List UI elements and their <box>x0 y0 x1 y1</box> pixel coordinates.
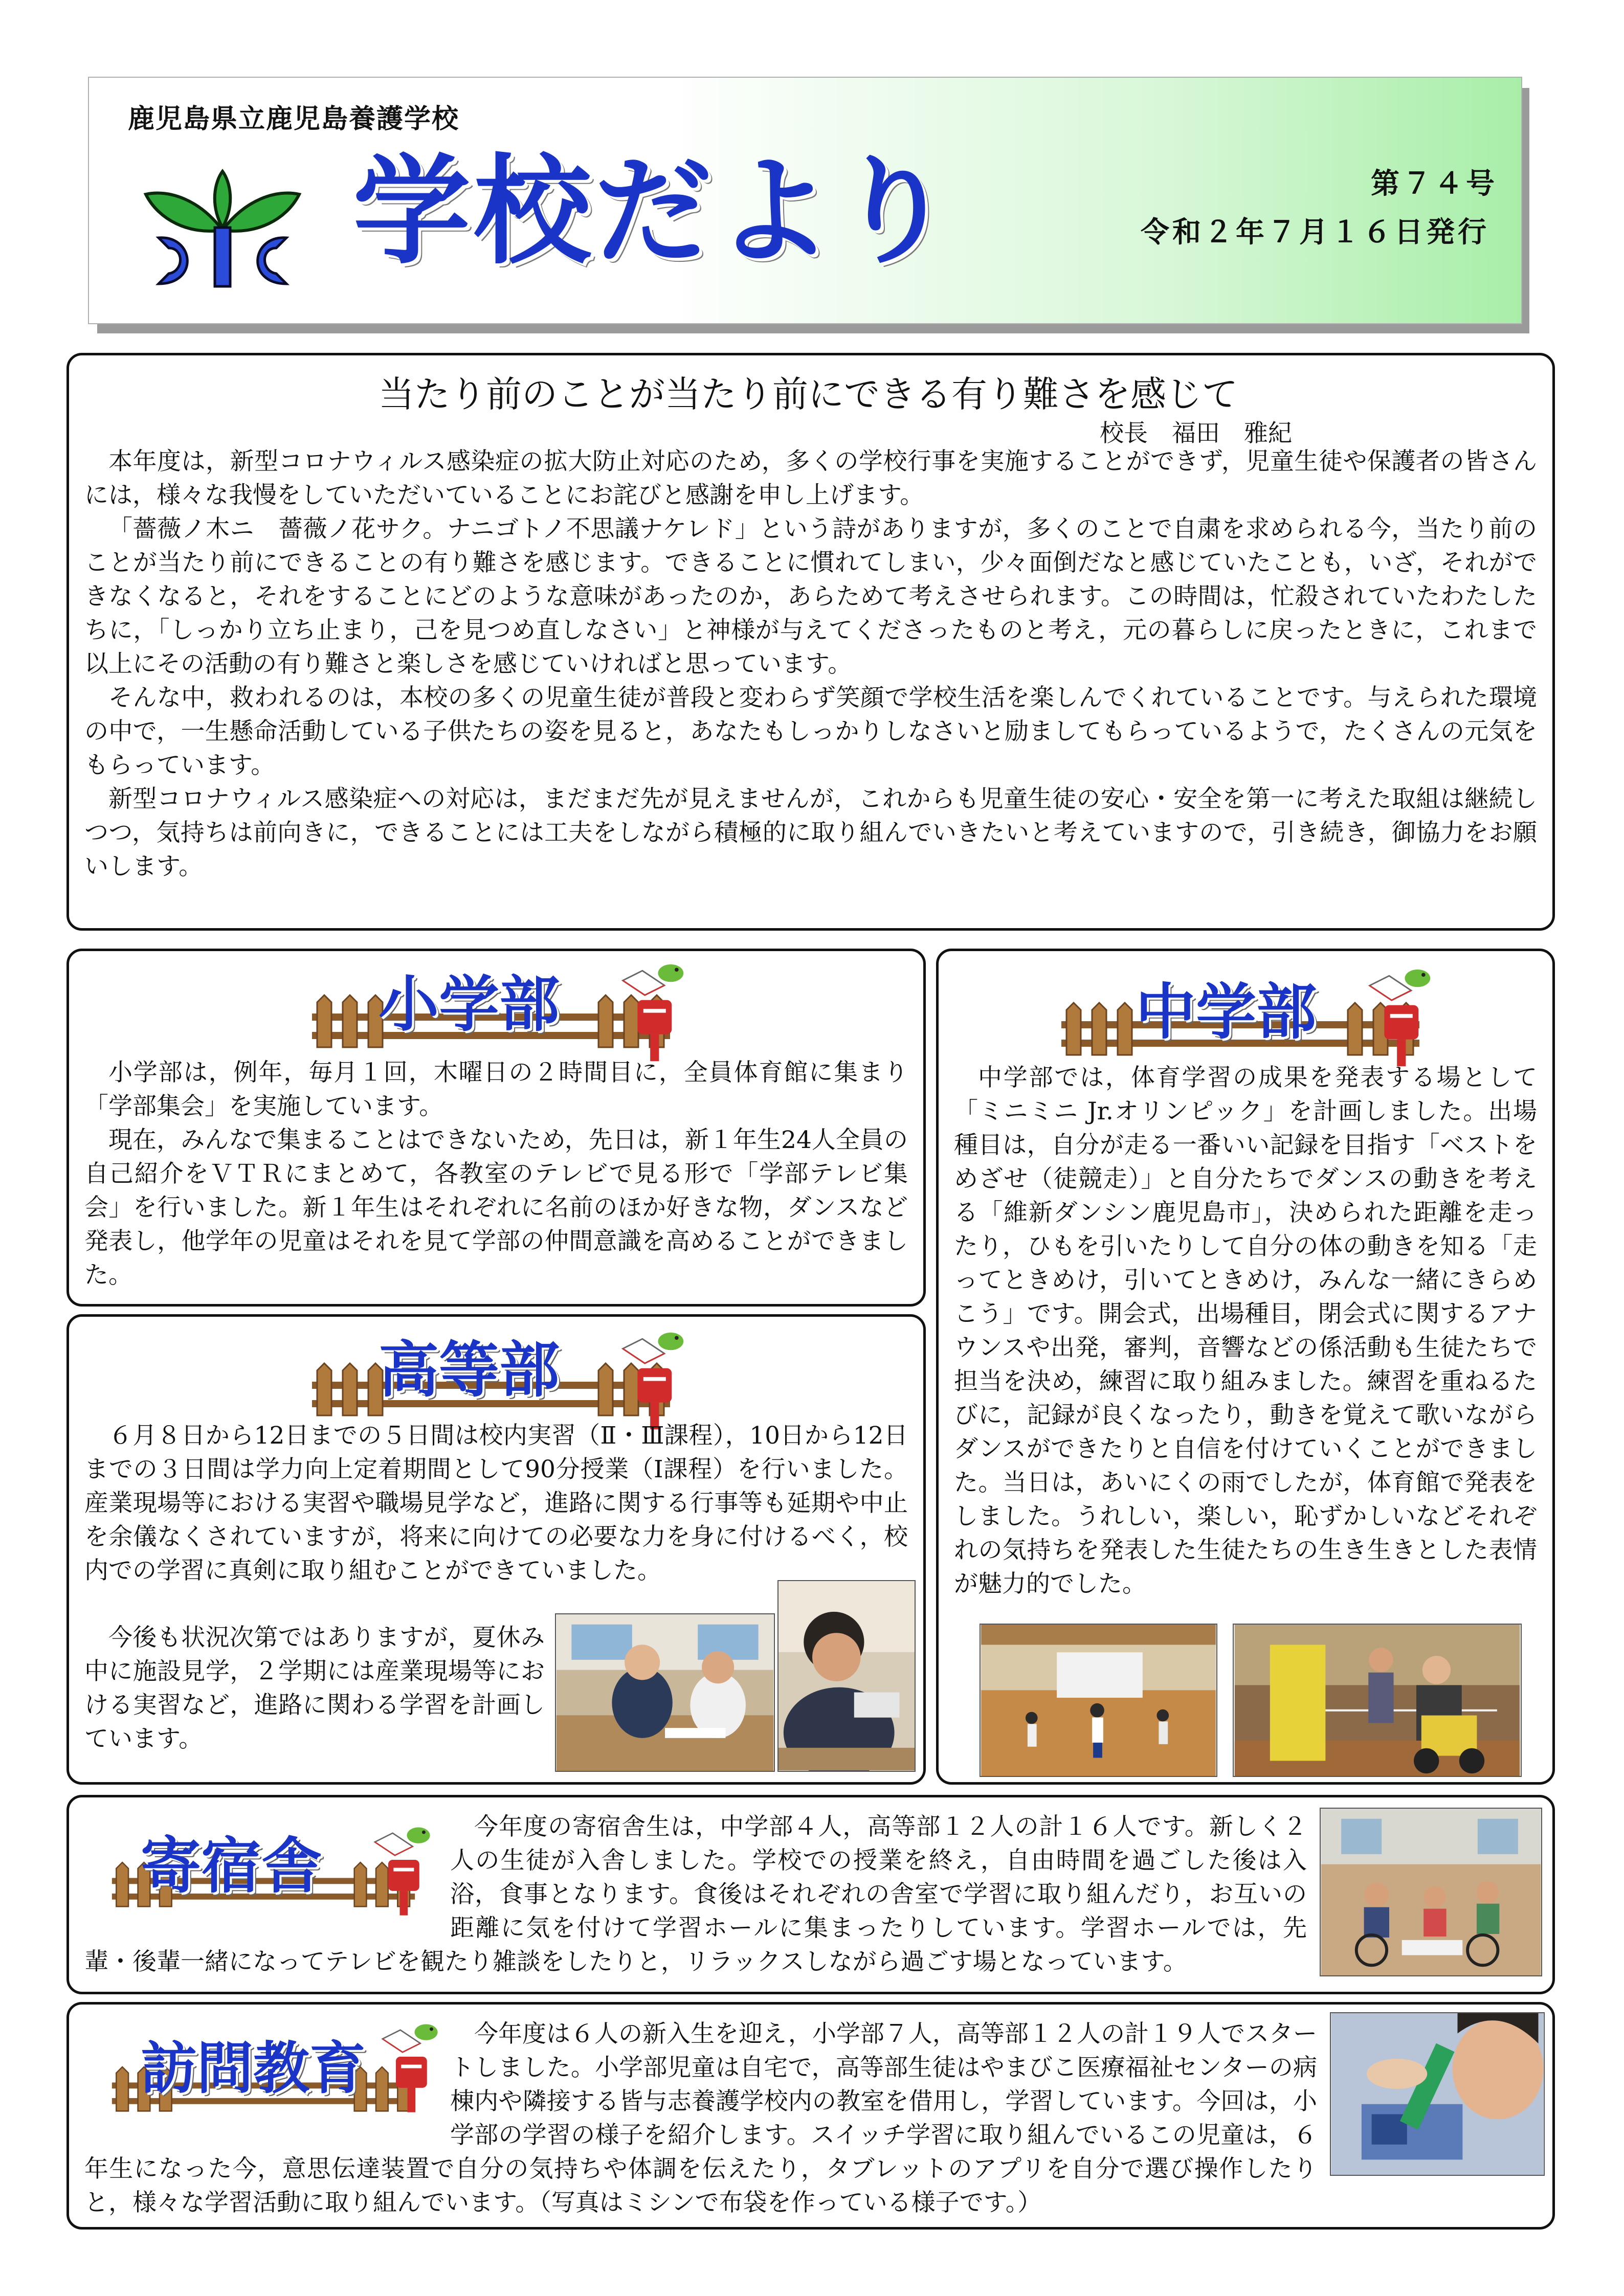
dormitory-title: 寄宿舎 <box>141 1831 322 1901</box>
dormitory-photo <box>1320 1808 1542 1976</box>
high-school-photo-1 <box>555 1613 775 1772</box>
principal-paragraph: そんな中，救われるのは，本校の多くの児童生徒が普段と変わらず笑顔で学校生活を楽しんでくれていることです。与えられた環境の中で，一生懸命活動している子供たちの姿を見ると，あなたもしっかりしなさいと励ましてもらっているようで，たくさんの元気をもらっています。 <box>84 684 1537 779</box>
junior-high-body <box>954 1061 1537 1601</box>
issue-number: 第７４号 <box>1371 167 1498 200</box>
dormitory-paragraph: 今年度の寄宿舎生は，中学部４人，高等部１２人の計１６人です。新しく２人の生徒が入舎しました。学校での授業を終え，自由時間を過ごした後は入浴，食事となります。食後はそれぞれの舎室で学習に取り組んだり，お互いの距離に気を付けて学習ホールに集まったりしています。学習ホールでは，先輩・後輩一緒になってテレビを観たり雑談をしたりと，リラックスしながら過ごす場となっています。 <box>84 1813 1307 1976</box>
principal-paragraph: 本年度は，新型コロナウィルス感染症の拡大防止対応のため，多くの学校行事を実施することができず，児童生徒や保護者の皆さんには，様々な我慢をしていただいていることにお詫びと感謝を申し上げます。 <box>84 447 1537 509</box>
principal-title: 当たり前のことが当たり前にできる有り難さを感じて <box>379 373 1238 415</box>
masthead-title: 学校だより <box>353 144 957 280</box>
dormitory-body <box>84 1810 1307 1984</box>
visiting-title-spacer <box>84 2017 450 2120</box>
principal-body <box>84 445 1537 884</box>
school-name: 鹿児島県立鹿児島養護学校 <box>128 104 460 134</box>
high-school-photo-2 <box>777 1580 916 1772</box>
postbox-icon <box>1361 956 1437 1069</box>
dormitory-title-spacer <box>84 1810 450 1912</box>
high-school-body-1 <box>84 1419 908 1588</box>
issue-date: 令和２年７月１６日発行 <box>1141 216 1489 249</box>
visiting-education-body <box>84 2017 1317 2222</box>
visiting-education-title: 訪問教育 <box>141 2036 366 2101</box>
principal-paragraph: 「薔薇ノ木ニ 薔薇ノ花サク。ナニゴトノ不思議ナケレド」という詩がありますが，多くのことで自粛を求められる今，当たり前のことが当たり前にできることの有り難さを感じます。できることに慣れてしまい，少々面倒だなと感じていたことも，いざ，それができなくなると，それをすることにどのような意味があったのか，あらためて考えさせられます。この時間は，忙殺されていたわたしたちに，「しっかり立ち止まり，己を見つめ直しなさい」と神様が与えてくださったものと考え，元の暮らしに戻ったときに，これまで以上にその活動の有り難さと楽しさを感じていければと思っています。 <box>84 515 1537 678</box>
junior-high-photo-2 <box>1233 1624 1522 1777</box>
junior-high-title: 中学部 <box>1136 977 1317 1047</box>
school-logo-icon <box>138 169 307 291</box>
visiting-education-photo <box>1330 2012 1545 2176</box>
postbox-icon <box>614 1319 691 1432</box>
high-school-paragraph: 今後も状況次第ではありますが，夏休み中に施設見学，２学期には産業現場等における実習など，進路に関わる学習を計画しています。 <box>84 1624 545 1753</box>
elementary-body <box>84 1056 908 1292</box>
high-school-paragraph: ６月８日から12日までの５日間は校内実習（Ⅱ・Ⅲ課程），10日から12日までの３日間は学力向上定着期間として90分授業（Ⅰ課程）を行いました。産業現場等における実習や職場見学など，進路に関する行事等も延期や中止を余儀なくされていますが，将来に向けての必要な力を身に付けるべく，校内での学習に真剣に取り組むことができていました。 <box>84 1422 908 1585</box>
principal-paragraph: 新型コロナウィルス感染症への対応は，まだまだ先が見えませんが，これからも児童生徒の安心・安全を第一に考えた取組は継続しつつ，気持ちは前向きに，できることには工夫をしながら積極的に取り組んでいきたいと考えていますので，引き続き，御協力をお願いします。 <box>84 785 1537 881</box>
principal-author: 校長 福田 雅紀 <box>1100 419 1292 447</box>
postbox-icon <box>614 951 691 1064</box>
high-school-body-2 <box>84 1621 545 1756</box>
elementary-paragraph: 現在，みんなで集まることはできないため，先日は，新１年生24人全員の自己紹介をＶＴＲにまとめて，各教室のテレビで見る形で「学部テレビ集会」を行いました。新１年生はそれぞれに名前のほか好きな物，ダンスなど発表し，他学年の児童はそれを見て学部の仲間意識を高めることができました。 <box>84 1126 908 1289</box>
high-school-title: 高等部 <box>379 1335 560 1405</box>
junior-high-paragraph: 中学部では，体育学習の成果を発表する場として「ミニミニ Jr.オリンピック」を計画しました。出場種目は，自分が走る一番いい記録を目指す「ベストをめざせ（徒競走）」と自分たちでダンスの動きを考える「維新ダンシン鹿児島市」，決められた距離を走ったり，ひもを引いたりして自分の体の動きを知る「走ってときめけ，引いてときめけ，みんな一緒にきらめこう」です。開会式，出場種目，閉会式に関するアナウンスや出発，審判，音響などの係活動も生徒たちで担当を決め，練習に取り組みました。練習を重ねるたびに，記録が良くなったり，動きを覚えて歌いながらダンスができたりと自信を付けていくことができました。当日は，あいにくの雨でしたが，体育館で発表をしました。うれしい，楽しい，恥ずかしいなどそれぞれの気持ちを発表した生徒たちの生き生きとした表情が魅力的でした。 <box>954 1064 1537 1598</box>
elementary-paragraph: 小学部は，例年，毎月１回，木曜日の２時間目に，全員体育館に集まり「学部集会」を実施しています。 <box>84 1059 908 1120</box>
elementary-title: 小学部 <box>379 969 560 1040</box>
junior-high-photo-1 <box>980 1624 1217 1777</box>
visiting-paragraph: 今年度は６人の新入生を迎え，小学部７人，高等部１２人の計１９人でスタートしました。小学部児童は自宅で，高等部生徒はやまびこ医療福祉センターの病棟内や隣接する皆与志養護学校内の教室を借用し，学習しています。今回は，小学部の学習の様子を紹介します。スイッチ学習に取り組んでいるこの児童は，６年生になった今，意思伝達装置で自分の気持ちや体調を伝えたり，タブレットのアプリを自分で選び操作したりと，様々な学習活動に取り組んでいます。（写真はミシンで布袋を作っている様子です。） <box>84 2020 1317 2217</box>
